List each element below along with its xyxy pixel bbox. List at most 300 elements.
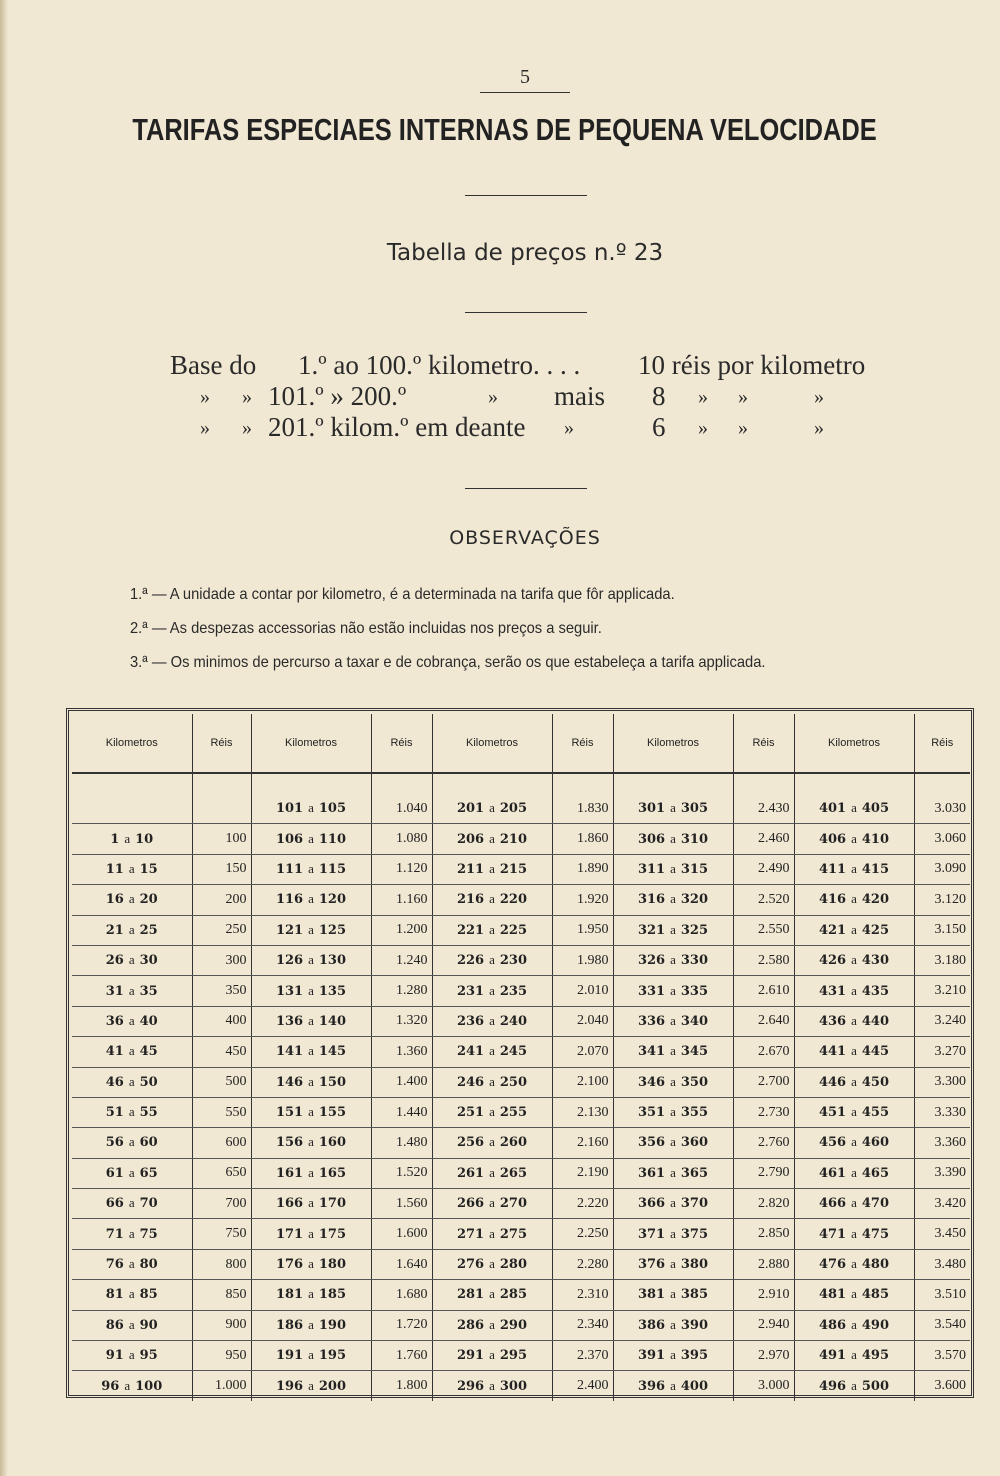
km-from: 341 [637, 1044, 666, 1060]
km-range-cell [432, 1219, 552, 1249]
km-separator: a [489, 921, 495, 937]
km-range-cell [432, 1249, 552, 1279]
km-to: 375 [680, 1226, 709, 1242]
km-range-cell [613, 1067, 733, 1097]
km-separator: a [670, 921, 676, 937]
km-separator: a [308, 1377, 314, 1393]
km-separator: a [670, 1377, 676, 1393]
table-subtitle: Tabella de preços n.º 23 [386, 240, 664, 266]
km-separator: a [851, 1316, 857, 1332]
reis-cell: 450 [192, 1037, 251, 1067]
km-separator: a [128, 1195, 135, 1211]
km-to: 350 [680, 1074, 709, 1090]
km-to: 430 [861, 953, 890, 969]
header-kilometros: Kilometros [432, 714, 552, 773]
km-to: 345 [680, 1044, 709, 1060]
km-separator: a [851, 1164, 857, 1180]
reis-cell: 2.070 [552, 1037, 613, 1067]
table-row [72, 1037, 970, 1067]
reis-cell: 3.330 [914, 1097, 970, 1127]
reis-cell: 1.160 [371, 885, 432, 915]
header-kilometros: Kilometros [613, 714, 733, 773]
km-from: 456 [818, 1135, 847, 1151]
km-range-cell [794, 1128, 914, 1158]
km-range-cell [72, 945, 192, 975]
km-from: 46 [105, 1074, 124, 1090]
spacer-cell [914, 773, 970, 794]
ditto-mark: » [242, 386, 252, 408]
table-row [72, 1371, 970, 1401]
km-to: 105 [318, 801, 347, 817]
ditto-mark: » [738, 417, 748, 439]
km-from: 116 [275, 892, 304, 908]
km-to: 295 [499, 1348, 528, 1364]
km-range-cell [794, 1219, 914, 1249]
km-range-cell [251, 1067, 371, 1097]
km-to: 315 [680, 861, 709, 877]
km-range-cell [613, 824, 733, 854]
base-rate-line [170, 412, 890, 443]
km-separator: a [308, 1134, 314, 1150]
reis-cell: 2.760 [733, 1128, 794, 1158]
reis-cell: 800 [192, 1249, 251, 1279]
km-range-cell [251, 976, 371, 1006]
reis-cell: 1.240 [371, 945, 432, 975]
km-from: 386 [637, 1317, 666, 1333]
page-edge [0, 0, 8, 1476]
km-range-cell [72, 854, 192, 884]
base-rate: 8 [652, 381, 666, 411]
reis-cell: 3.000 [733, 1371, 794, 1401]
header-kilometros: Kilometros [251, 714, 371, 773]
km-to: 360 [680, 1135, 709, 1151]
km-separator: a [308, 1286, 314, 1302]
km-to: 175 [318, 1226, 347, 1242]
km-from: 351 [637, 1105, 666, 1121]
km-range-cell [72, 1067, 192, 1097]
km-range-cell [432, 1341, 552, 1371]
km-from: 146 [275, 1074, 304, 1090]
km-separator: a [489, 1195, 495, 1211]
km-range-cell [794, 854, 914, 884]
km-range-cell [72, 1006, 192, 1036]
reis-cell: 3.210 [914, 976, 970, 1006]
table-row [72, 1006, 970, 1036]
reis-cell: 2.400 [552, 1371, 613, 1401]
km-from: 251 [456, 1105, 485, 1121]
km-range-cell [794, 915, 914, 945]
km-to: 265 [499, 1165, 528, 1181]
reis-cell: 2.940 [733, 1310, 794, 1340]
reis-cell: 1.760 [371, 1341, 432, 1371]
km-separator: a [308, 1043, 314, 1059]
reis-cell: 2.160 [552, 1128, 613, 1158]
km-range-cell [72, 1037, 192, 1067]
km-from: 171 [275, 1226, 304, 1242]
km-to: 15 [139, 861, 158, 877]
reis-cell: 2.280 [552, 1249, 613, 1279]
km-from: 51 [105, 1105, 124, 1121]
page-title: TARIFAS ESPECIAES INTERNAS DE PEQUENA VELOCIDADE [132, 112, 877, 147]
km-from: 86 [105, 1317, 124, 1333]
km-separator: a [670, 1316, 676, 1332]
reis-cell: 1.440 [371, 1097, 432, 1127]
km-to: 390 [680, 1317, 709, 1333]
km-separator: a [124, 1377, 131, 1393]
table-row [72, 1097, 970, 1127]
km-from: 141 [275, 1044, 304, 1060]
reis-cell: 2.550 [733, 915, 794, 945]
reis-cell: 1.360 [371, 1037, 432, 1067]
km-range-cell [794, 1371, 914, 1401]
km-range-cell [72, 885, 192, 915]
reis-cell: 3.600 [914, 1371, 970, 1401]
km-range-cell [794, 1067, 914, 1097]
km-separator: a [851, 1286, 857, 1302]
km-from: 391 [637, 1348, 666, 1364]
km-from: 1 [110, 831, 120, 847]
reis-cell: 2.910 [733, 1280, 794, 1310]
km-separator: a [128, 1316, 135, 1332]
reis-cell: 2.640 [733, 1006, 794, 1036]
km-to: 235 [499, 983, 528, 999]
table-header-row [72, 714, 970, 773]
table-row [72, 1280, 970, 1310]
table-row [72, 1158, 970, 1188]
base-label: Base do [170, 350, 257, 380]
base-rate: 10 réis por kilometro [638, 350, 866, 380]
km-to: 275 [499, 1226, 528, 1242]
km-to: 490 [861, 1317, 890, 1333]
km-from: 66 [105, 1196, 124, 1212]
km-from: 476 [818, 1257, 847, 1273]
km-to: 440 [861, 1013, 890, 1029]
km-separator: a [851, 800, 857, 816]
km-from: 176 [275, 1257, 304, 1273]
km-from: 306 [637, 831, 666, 847]
km-to: 195 [318, 1348, 347, 1364]
km-to: 30 [139, 953, 158, 969]
km-separator: a [489, 1347, 495, 1363]
km-to: 150 [318, 1074, 347, 1090]
km-range-cell [432, 1006, 552, 1036]
table-row [72, 1189, 970, 1219]
km-from: 241 [456, 1044, 485, 1060]
km-from: 266 [456, 1196, 485, 1212]
km-to: 290 [499, 1317, 528, 1333]
reis-cell: 1.640 [371, 1249, 432, 1279]
reis-cell: 2.610 [733, 976, 794, 1006]
km-separator: a [851, 1225, 857, 1241]
km-range-cell [72, 794, 192, 824]
km-from: 121 [275, 922, 304, 938]
ditto-mark: » [814, 417, 824, 439]
reis-cell: 2.430 [733, 794, 794, 824]
reis-cell: 2.370 [552, 1341, 613, 1371]
km-from: 426 [818, 953, 847, 969]
km-separator: a [851, 1104, 857, 1120]
km-separator: a [128, 952, 135, 968]
reis-cell: 1.520 [371, 1158, 432, 1188]
km-separator: a [489, 1043, 495, 1059]
km-range-cell [432, 1067, 552, 1097]
reis-cell: 2.340 [552, 1310, 613, 1340]
table-row [72, 1219, 970, 1249]
km-range-cell [72, 1097, 192, 1127]
reis-cell: 2.970 [733, 1341, 794, 1371]
km-separator: a [670, 800, 676, 816]
reis-cell: 1.600 [371, 1219, 432, 1249]
km-range-cell [794, 1280, 914, 1310]
km-from: 21 [105, 922, 124, 938]
km-from: 451 [818, 1105, 847, 1121]
reis-cell: 3.300 [914, 1067, 970, 1097]
km-separator: a [128, 921, 135, 937]
observation-item: 3.ª — Os minimos de percurso a taxar e de cobrança, serão os que estabeleça a tarifa applicada. [130, 654, 766, 671]
km-separator: a [308, 830, 314, 846]
km-from: 261 [456, 1165, 485, 1181]
km-range-cell [72, 1189, 192, 1219]
reis-cell: 1.040 [371, 794, 432, 824]
km-range-cell [794, 1189, 914, 1219]
km-separator: a [851, 860, 857, 876]
km-range-cell [613, 1310, 733, 1340]
km-to: 85 [139, 1287, 158, 1303]
reis-cell: 3.240 [914, 1006, 970, 1036]
table-row [72, 1310, 970, 1340]
km-range-cell [432, 945, 552, 975]
km-from: 16 [105, 892, 124, 908]
reis-cell: 3.480 [914, 1249, 970, 1279]
km-to: 340 [680, 1013, 709, 1029]
km-from: 96 [101, 1378, 120, 1394]
km-from: 36 [105, 1013, 124, 1029]
km-from: 101 [275, 801, 304, 817]
km-separator: a [489, 860, 495, 876]
reis-cell: 1.920 [552, 885, 613, 915]
reis-cell: 2.580 [733, 945, 794, 975]
reis-cell: 1.980 [552, 945, 613, 975]
km-separator: a [670, 1225, 676, 1241]
km-range-cell [794, 1037, 914, 1067]
km-to: 110 [318, 831, 347, 847]
reis-cell: 2.670 [733, 1037, 794, 1067]
table-row [72, 915, 970, 945]
km-from: 236 [456, 1013, 485, 1029]
km-separator: a [851, 982, 857, 998]
km-separator: a [128, 1225, 135, 1241]
km-to: 220 [499, 892, 528, 908]
km-to: 255 [499, 1105, 528, 1121]
km-to: 80 [139, 1257, 158, 1273]
km-from: 56 [105, 1135, 124, 1151]
km-from: 76 [105, 1257, 124, 1273]
km-range-cell [613, 976, 733, 1006]
km-to: 325 [680, 922, 709, 938]
km-range-cell [794, 1006, 914, 1036]
km-separator: a [128, 1073, 135, 1089]
km-separator: a [489, 1073, 495, 1089]
km-from: 201 [456, 801, 485, 817]
km-to: 230 [499, 953, 528, 969]
km-separator: a [128, 1104, 135, 1120]
ditto-mark: » [698, 386, 708, 408]
km-range-cell [251, 1310, 371, 1340]
ditto-mark: » [564, 417, 574, 439]
reis-cell: 1.800 [371, 1371, 432, 1401]
reis-cell: 1.200 [371, 915, 432, 945]
km-to: 115 [318, 861, 347, 877]
km-separator: a [128, 860, 135, 876]
km-from: 191 [275, 1348, 304, 1364]
km-separator: a [308, 1073, 314, 1089]
reis-cell: 3.120 [914, 885, 970, 915]
km-from: 231 [456, 983, 485, 999]
km-from: 91 [105, 1348, 124, 1364]
km-separator: a [670, 830, 676, 846]
km-separator: a [308, 1195, 314, 1211]
km-separator: a [851, 1377, 857, 1393]
km-to: 55 [139, 1105, 158, 1121]
km-to: 215 [499, 861, 528, 877]
km-range-cell [613, 1371, 733, 1401]
km-from: 286 [456, 1317, 485, 1333]
km-from: 416 [818, 892, 847, 908]
km-from: 491 [818, 1348, 847, 1364]
km-from: 346 [637, 1074, 666, 1090]
km-to: 125 [318, 922, 347, 938]
km-to: 40 [139, 1013, 158, 1029]
km-separator: a [308, 1104, 314, 1120]
km-from: 331 [637, 983, 666, 999]
km-from: 186 [275, 1317, 304, 1333]
km-to: 355 [680, 1105, 709, 1121]
km-range-cell [432, 794, 552, 824]
reis-cell: 2.700 [733, 1067, 794, 1097]
reis-cell: 950 [192, 1341, 251, 1371]
km-from: 496 [818, 1378, 847, 1394]
reis-cell: 3.030 [914, 794, 970, 824]
reis-cell: 600 [192, 1128, 251, 1158]
km-separator: a [851, 1347, 857, 1363]
km-from: 336 [637, 1013, 666, 1029]
reis-cell [192, 794, 251, 824]
km-to: 245 [499, 1044, 528, 1060]
km-range-cell [613, 854, 733, 884]
km-from: 481 [818, 1287, 847, 1303]
km-range-cell [251, 794, 371, 824]
km-from: 151 [275, 1105, 304, 1121]
observation-item: 1.ª — A unidade a contar por kilometro, é a determinada na tarifa que fôr applicada. [130, 586, 675, 603]
reis-cell: 2.820 [733, 1189, 794, 1219]
km-range-cell [251, 1097, 371, 1127]
table-row [72, 824, 970, 854]
km-to: 225 [499, 922, 528, 938]
km-to: 190 [318, 1317, 347, 1333]
km-range-cell [432, 824, 552, 854]
km-to: 395 [680, 1348, 709, 1364]
km-from: 111 [275, 861, 304, 877]
table-row [72, 1067, 970, 1097]
reis-cell: 350 [192, 976, 251, 1006]
km-from: 161 [275, 1165, 304, 1181]
base-rate-line [170, 381, 890, 412]
km-separator: a [670, 1104, 676, 1120]
km-from: 106 [275, 831, 304, 847]
km-to: 120 [318, 892, 347, 908]
km-separator: a [128, 891, 135, 907]
table-row [72, 945, 970, 975]
km-separator: a [489, 830, 495, 846]
km-to: 75 [139, 1226, 158, 1242]
reis-cell: 2.040 [552, 1006, 613, 1036]
reis-cell: 3.420 [914, 1189, 970, 1219]
table-row [72, 1128, 970, 1158]
divider [465, 312, 587, 313]
km-range-cell [613, 1189, 733, 1219]
km-from: 326 [637, 953, 666, 969]
km-to: 445 [861, 1044, 890, 1060]
reis-cell: 3.570 [914, 1341, 970, 1371]
km-to: 20 [139, 892, 158, 908]
km-to: 170 [318, 1196, 347, 1212]
km-from: 436 [818, 1013, 847, 1029]
ditto-mark: » [200, 417, 210, 439]
spacer-cell [552, 773, 613, 794]
reis-cell: 1.680 [371, 1280, 432, 1310]
ditto-mark: » [814, 386, 824, 408]
km-from: 381 [637, 1287, 666, 1303]
reis-cell: 2.880 [733, 1249, 794, 1279]
km-range-cell [72, 976, 192, 1006]
km-range-cell [251, 1249, 371, 1279]
km-from: 406 [818, 831, 847, 847]
reis-cell: 850 [192, 1280, 251, 1310]
km-from: 256 [456, 1135, 485, 1151]
km-to: 410 [861, 831, 890, 847]
km-separator: a [670, 1256, 676, 1272]
km-separator: a [489, 1134, 495, 1150]
km-from: 366 [637, 1196, 666, 1212]
km-range-cell [72, 1341, 192, 1371]
km-separator: a [670, 891, 676, 907]
reis-cell: 750 [192, 1219, 251, 1249]
km-separator: a [128, 1043, 135, 1059]
km-range-cell [251, 1371, 371, 1401]
km-separator: a [670, 982, 676, 998]
reis-cell: 2.460 [733, 824, 794, 854]
km-to: 425 [861, 922, 890, 938]
km-separator: a [489, 800, 495, 816]
reis-cell: 2.130 [552, 1097, 613, 1127]
km-range-cell [432, 915, 552, 945]
km-separator: a [851, 952, 857, 968]
km-range-cell [794, 794, 914, 824]
km-from: 361 [637, 1165, 666, 1181]
reis-cell: 200 [192, 885, 251, 915]
km-to: 130 [318, 953, 347, 969]
reis-cell: 1.400 [371, 1067, 432, 1097]
km-range-cell [251, 1189, 371, 1219]
reis-cell: 1.830 [552, 794, 613, 824]
km-to: 455 [861, 1105, 890, 1121]
km-to: 415 [861, 861, 890, 877]
km-from: 196 [275, 1378, 304, 1394]
header-reis: Réis [914, 714, 970, 773]
km-separator: a [128, 1134, 135, 1150]
km-from: 156 [275, 1135, 304, 1151]
km-from: 356 [637, 1135, 666, 1151]
